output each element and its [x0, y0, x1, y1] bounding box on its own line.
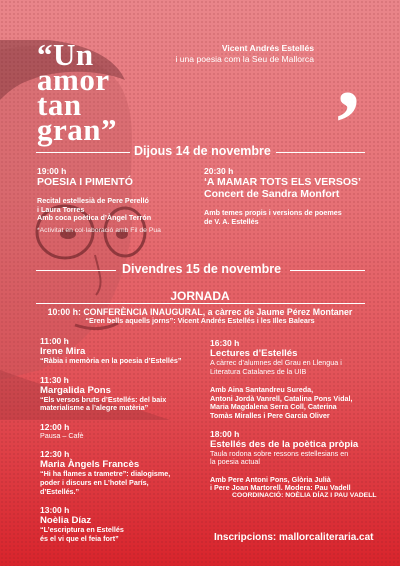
event-desc: la poesia actual	[210, 457, 260, 467]
talk-time: 12:30 h	[40, 449, 70, 460]
day1-heading: Dijous 14 de novembre	[134, 144, 271, 158]
event-desc: Amb temes propis i versions de poemes	[204, 208, 342, 217]
talk-title: “L’escriptura en Estellés	[40, 525, 124, 535]
readers-list	[210, 386, 370, 420]
readers-line: Tomàs Miralles i Pere Garcia Oliver	[210, 410, 330, 420]
day1-left-event	[37, 166, 212, 235]
event-title: ‘A MAMAR TOTS ELS VERSOS’	[204, 176, 361, 188]
talk-item	[40, 505, 210, 543]
event-item	[210, 338, 370, 376]
conference-block	[0, 307, 400, 326]
talk-speaker: Margalida Pons	[40, 384, 111, 396]
talk-title: materialisme a l’alegre matèria”	[40, 403, 149, 413]
inscriptions-link[interactable]: Inscripcions: mallorcaliteraria.cat	[214, 532, 374, 543]
divider-line	[276, 152, 365, 153]
talk-item	[40, 449, 210, 496]
morning-program	[40, 336, 210, 543]
talk-time: 11:00 h	[40, 336, 69, 346]
coordination-credit: COORDINACIÓ: NOÈLIA DÍAZ I PAU VADELL	[232, 492, 377, 499]
event-desc: i Laura Torres	[37, 204, 85, 214]
event-time: 16:30 h	[210, 338, 240, 348]
divider-line	[36, 152, 130, 153]
jornada-heading: JORNADA	[170, 289, 230, 303]
event-desc: Recital estellesià de Pere Perelló	[37, 196, 149, 205]
author-subtitle: i una poesia com la Seu de Mallorca	[175, 54, 314, 64]
event-desc: Taula rodona sobre ressons estellesians en	[210, 448, 349, 458]
title-line: gran”	[37, 112, 117, 147]
event-desc: Amb coca poètica d’Àngel Terrón	[37, 213, 152, 223]
readers-line: Antoni Jordà Vanrell, Catalina Pons Vidal,	[210, 393, 353, 403]
talk-title: poder i discurs en L’hotel París,	[40, 477, 149, 487]
talk-speaker: Maria Àngels Francès	[40, 459, 140, 471]
talk-speaker: Irene Mira	[40, 346, 86, 357]
divider-line	[36, 270, 116, 271]
event-desc: de V. A. Estellés	[204, 216, 259, 226]
event-time: 20:30 h	[204, 166, 234, 176]
talk-time: 13:00 h	[40, 505, 70, 516]
event-desc: Literatura Catalanes de la UIB	[210, 366, 307, 376]
comma-logo: ,	[337, 24, 360, 126]
poster-title	[37, 37, 117, 147]
event-title: POESIA I PIMENTÓ	[37, 176, 133, 188]
event-item	[210, 429, 370, 467]
author-block	[175, 43, 314, 65]
divider-line	[290, 270, 365, 271]
talk-speaker: Noèlia Díaz	[40, 515, 92, 527]
event-title: Concert de Sandra Monfort	[204, 188, 340, 200]
talk-title: “Els versos bruts d’Estellés: del baix	[40, 394, 167, 404]
day2-heading: Divendres 15 de novembre	[122, 262, 282, 276]
event-note: *Activitat en col·laboració amb Fil de Pua	[37, 226, 161, 234]
talk-title: “Hi ha flames a tramet​re”: dialogisme,	[40, 469, 171, 479]
title-line: tan	[37, 87, 82, 122]
panel-line: i Pere Joan Martorell. Modera: Pau Vadell	[210, 483, 351, 493]
day1-right-event	[204, 166, 379, 226]
author-name: Vicent Andrés Estellés	[221, 43, 314, 53]
title-line: “Un	[37, 37, 94, 72]
readers-line: Maria Magdalena Serra Coll, Caterina	[210, 402, 337, 412]
afternoon-program	[210, 338, 370, 493]
title-line: amor	[37, 62, 110, 97]
conference-title: 10:00 h: CONFERÈNCIA INAUGURAL, a càrrec de Jaume Pérez Montaner	[47, 307, 353, 317]
divider-line	[36, 303, 365, 304]
event-title: Lectures d’Estellés	[210, 348, 298, 359]
talk-title: és el vi que el feia fort”	[40, 533, 119, 543]
panel-line: Amb Pere Antoni Pons, Glòria Julià	[210, 474, 331, 484]
panel-list	[210, 476, 370, 493]
event-time: 18:00 h	[210, 428, 240, 439]
talk-item	[40, 375, 210, 413]
talk-title: d’Estellés.”	[40, 486, 80, 496]
event-time: 19:00 h	[37, 166, 67, 176]
talk-title: “Ràbia i memòria en la poesia d’Estellés”	[40, 356, 182, 365]
event-desc: A càrrec d’alumnes del Grau en Llengua i	[210, 358, 342, 367]
break-time: 12:00 h	[40, 421, 70, 432]
conference-subtitle: “Eren bells aquells jorns”: Vicent Andrés Estellés i les Illes Balears	[85, 316, 315, 325]
break-label: Pausa – Cafè	[40, 430, 84, 440]
break-item	[40, 422, 210, 441]
talk-item	[40, 336, 210, 366]
readers-line: Amb Aina Santandreu Sureda,	[210, 385, 314, 395]
talk-time: 11:30 h	[40, 374, 69, 385]
event-title: Estellés des de la poètica pròpia	[210, 438, 359, 450]
